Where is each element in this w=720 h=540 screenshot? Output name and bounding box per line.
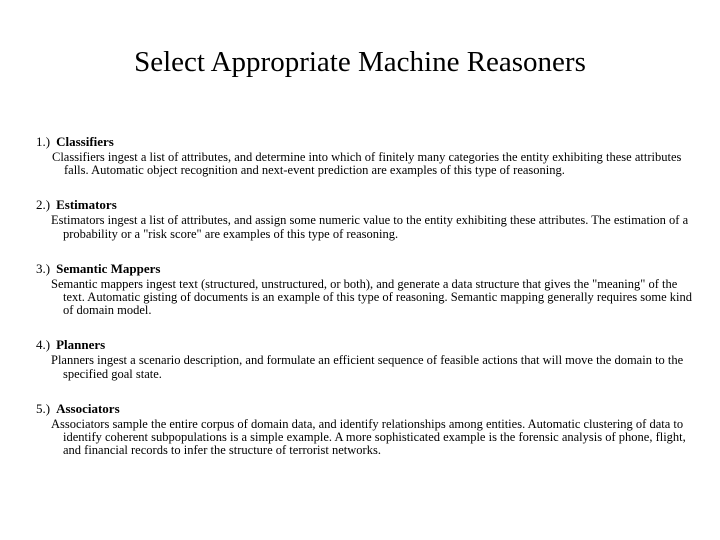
item-number: 5.) — [36, 400, 51, 416]
item-description: Associators sample the entire corpus of domain data, and identify relationships among entities. Automatic clustering of data to identify coherent subpopulations is a simple example. A more sophisticated example is the forensic analysis of phone, flight, and financial records to infer the structure of terrorist networks. — [51, 416, 686, 458]
item-number: 2.) — [36, 197, 51, 213]
reasoner-list — [36, 134, 696, 477]
item-number: 1.) — [36, 134, 51, 149]
item-heading — [36, 337, 696, 353]
item-name: Semantic Mappers — [56, 260, 161, 276]
item-heading — [36, 261, 696, 277]
item-number: 3.) — [36, 260, 51, 276]
list-item-classifiers — [36, 134, 696, 177]
item-name: Classifiers — [56, 134, 114, 149]
list-item-associators — [36, 401, 696, 458]
item-description: Semantic mappers ingest text (structured, unstructured, or both), and generate a data structure that gives the "meaning" of the text. Automatic gisting of documents is an example of this type of reasoning. Semantic mapping generally requires some kind of domain model. — [51, 276, 693, 318]
item-description: Estimators ingest a list of attributes, and assign some numeric value to the entity exhibiting these attributes. The estimation of a probability or a "risk score" are examples of this type of reasoning. — [51, 213, 689, 241]
item-description: Classifiers ingest a list of attributes, and determine into which of finitely many categories the entity exhibiting these attributes falls. Automatic object recognition and next-event prediction are examples of this type of reasoning. — [52, 150, 682, 178]
item-name: Planners — [56, 337, 106, 353]
item-heading — [36, 134, 696, 150]
list-item-estimators — [36, 197, 696, 240]
item-heading — [36, 401, 696, 417]
slide-title: Select Appropriate Machine Reasoners — [134, 46, 586, 78]
item-name: Associators — [56, 400, 120, 416]
item-heading — [36, 197, 696, 213]
item-number: 4.) — [36, 337, 51, 353]
item-description: Planners ingest a scenario description, and formulate an efficient sequence of feasible actions that will move the domain to the specified goal state. — [51, 353, 684, 381]
list-item-planners — [36, 337, 696, 380]
list-item-semantic-mappers — [36, 261, 696, 318]
item-name: Estimators — [56, 197, 117, 213]
